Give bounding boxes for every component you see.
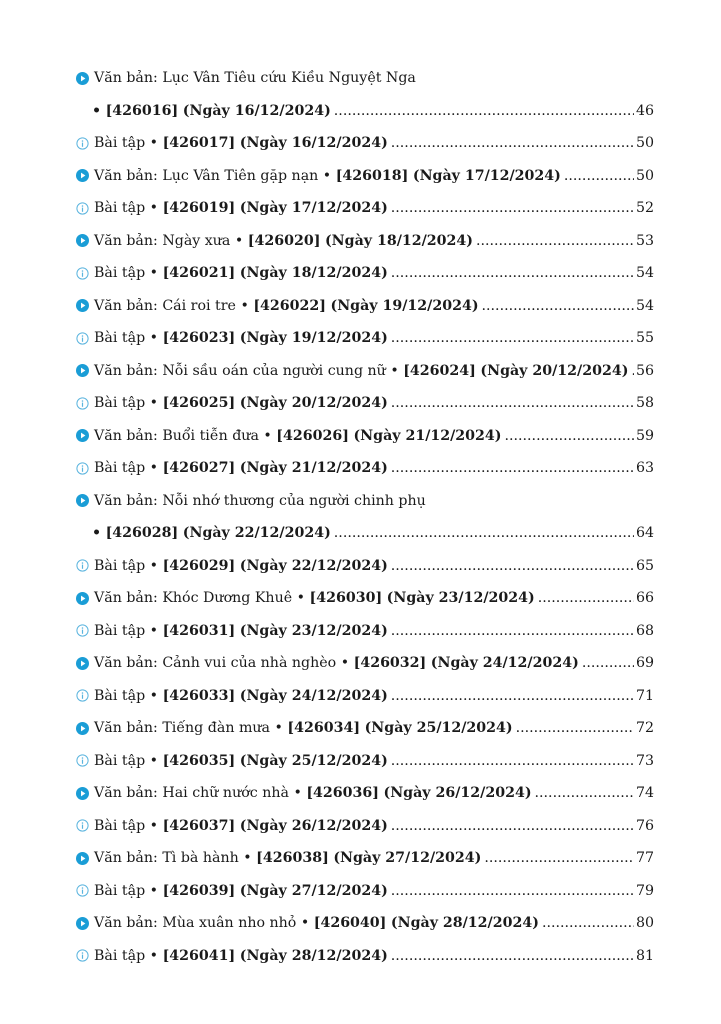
entry-code: [426021] xyxy=(162,265,236,282)
entry-code: [426041] xyxy=(162,947,236,964)
entry-label: Văn bản: Mùa xuân nho nhỏ • xyxy=(94,915,310,932)
toc-entry[interactable] xyxy=(76,127,654,160)
entry-date: (Ngày 23/12/2024) xyxy=(239,622,388,639)
toc-entry[interactable] xyxy=(76,842,654,875)
entry-date: (Ngày 19/12/2024) xyxy=(239,330,388,347)
entry-label: Bài tập • xyxy=(94,460,159,477)
entry-title xyxy=(94,70,416,86)
play-circle-icon xyxy=(76,72,89,85)
info-icon xyxy=(76,202,89,215)
page-number: 53 xyxy=(635,232,654,249)
entry-date: (Ngày 26/12/2024) xyxy=(383,785,532,802)
entry-date: (Ngày 26/12/2024) xyxy=(239,817,388,834)
play-circle-icon xyxy=(76,592,89,605)
entry-label: Bài tập • xyxy=(94,687,159,704)
entry-label: Bài tập • xyxy=(94,817,159,834)
dot-leader xyxy=(476,233,634,247)
page-number: 68 xyxy=(635,622,654,639)
play-circle-icon xyxy=(76,917,89,930)
entry-code: [426019] xyxy=(162,200,236,217)
page-number: 74 xyxy=(635,785,654,802)
dot-leader xyxy=(538,590,634,604)
dot-leader xyxy=(391,883,634,897)
entry-code: [426027] xyxy=(162,460,236,477)
entry-code: [426032] xyxy=(353,655,427,672)
dot-leader xyxy=(391,688,634,702)
entry-title xyxy=(94,688,388,704)
entry-label: Bài tập • xyxy=(94,330,159,347)
entry-title xyxy=(92,525,331,541)
entry-label: Bài tập • xyxy=(94,882,159,899)
entry-code: [426035] xyxy=(162,752,236,769)
page-number: 54 xyxy=(635,265,654,282)
toc-entry[interactable] xyxy=(76,420,654,453)
entry-label: • xyxy=(92,102,102,119)
play-circle-icon xyxy=(76,657,89,670)
info-icon xyxy=(76,819,89,832)
toc-entry[interactable] xyxy=(76,907,654,940)
entry-title xyxy=(94,915,539,931)
page-number: 58 xyxy=(635,395,654,412)
dot-leader xyxy=(482,298,634,312)
toc-entry[interactable] xyxy=(76,875,654,908)
entry-code: [426017] xyxy=(162,135,236,152)
entry-code: [426024] xyxy=(403,362,476,379)
entry-title xyxy=(94,590,535,606)
page-number: 54 xyxy=(635,297,654,314)
table-of-contents xyxy=(76,62,654,972)
entry-title xyxy=(94,428,502,444)
entry-label: Bài tập • xyxy=(94,135,159,152)
entry-title xyxy=(94,265,388,281)
entry-title xyxy=(94,395,388,411)
dot-leader xyxy=(582,655,634,669)
page-number: 80 xyxy=(635,915,654,932)
page-number: 69 xyxy=(635,655,654,672)
entry-date: (Ngày 18/12/2024) xyxy=(324,232,473,249)
page-number: 71 xyxy=(635,687,654,704)
toc-entry[interactable] xyxy=(76,95,654,128)
play-circle-icon xyxy=(76,722,89,735)
entry-date: (Ngày 23/12/2024) xyxy=(386,590,535,607)
entry-label: Văn bản: Khóc Dương Khuê • xyxy=(94,590,305,607)
page-number: 46 xyxy=(635,102,654,119)
entry-date: (Ngày 16/12/2024) xyxy=(182,102,331,119)
page-number: 52 xyxy=(635,200,654,217)
entry-date: (Ngày 16/12/2024) xyxy=(239,135,388,152)
entry-title xyxy=(94,330,388,346)
entry-title xyxy=(94,753,388,769)
dot-leader xyxy=(391,623,634,637)
toc-entry[interactable] xyxy=(76,940,654,973)
toc-entry[interactable] xyxy=(76,290,654,323)
entry-date: (Ngày 24/12/2024) xyxy=(430,655,579,672)
entry-date: (Ngày 17/12/2024) xyxy=(239,200,388,217)
entry-title xyxy=(94,558,388,574)
entry-code: [426023] xyxy=(162,330,236,347)
dot-leader xyxy=(535,785,634,799)
toc-entry[interactable] xyxy=(76,712,654,745)
info-icon xyxy=(76,267,89,280)
page-number: 50 xyxy=(635,135,654,152)
play-circle-icon xyxy=(76,299,89,312)
dot-leader xyxy=(564,168,634,182)
page-number: 81 xyxy=(635,947,654,964)
entry-code: [426039] xyxy=(162,882,236,899)
play-circle-icon xyxy=(76,494,89,507)
entry-code: [426040] xyxy=(313,915,387,932)
toc-entry[interactable] xyxy=(76,257,654,290)
toc-entry[interactable] xyxy=(76,647,654,680)
entry-code: [426034] xyxy=(287,720,361,737)
entry-title xyxy=(94,460,388,476)
info-icon xyxy=(76,397,89,410)
dot-leader xyxy=(391,135,634,149)
entry-date: (Ngày 20/12/2024) xyxy=(239,395,388,412)
toc-entry[interactable] xyxy=(76,485,654,518)
entry-date: (Ngày 21/12/2024) xyxy=(353,427,502,444)
entry-date: (Ngày 20/12/2024) xyxy=(480,362,629,379)
entry-code: [426026] xyxy=(276,427,349,444)
toc-entry[interactable] xyxy=(76,810,654,843)
toc-entry[interactable] xyxy=(76,745,654,778)
page-number: 79 xyxy=(635,882,654,899)
entry-label: Bài tập • xyxy=(94,557,159,574)
entry-label: Bài tập • xyxy=(94,265,159,282)
entry-label: Bài tập • xyxy=(94,395,159,412)
page-number: 50 xyxy=(635,167,654,184)
dot-leader xyxy=(391,265,634,279)
toc-entry[interactable] xyxy=(76,582,654,615)
info-icon xyxy=(76,884,89,897)
page-number: 63 xyxy=(635,460,654,477)
dot-leader xyxy=(484,850,634,864)
play-circle-icon xyxy=(76,364,89,377)
entry-label: Văn bản: Tiếng đàn mưa • xyxy=(94,720,283,737)
play-circle-icon xyxy=(76,169,89,182)
entry-label: Văn bản: Buổi tiễn đưa • xyxy=(94,427,272,444)
entry-code: [426028] xyxy=(105,525,179,542)
toc-entry[interactable] xyxy=(76,517,654,550)
entry-title xyxy=(94,493,426,509)
entry-code: [426018] xyxy=(335,167,409,184)
entry-date: (Ngày 25/12/2024) xyxy=(364,720,513,737)
page-number: 55 xyxy=(635,330,654,347)
entry-date: (Ngày 24/12/2024) xyxy=(239,687,388,704)
entry-code: [426033] xyxy=(162,687,236,704)
entry-code: [426038] xyxy=(256,850,329,867)
entry-title xyxy=(94,298,479,314)
dot-leader xyxy=(391,753,634,767)
info-icon xyxy=(76,949,89,962)
dot-leader xyxy=(391,200,634,214)
dot-leader xyxy=(631,363,634,377)
entry-code: [426020] xyxy=(247,232,321,249)
entry-label: Văn bản: Nỗi nhớ thương của người chinh phụ xyxy=(94,492,426,509)
dot-leader xyxy=(391,948,634,962)
entry-title xyxy=(94,883,388,899)
dot-leader xyxy=(391,395,634,409)
entry-date: (Ngày 17/12/2024) xyxy=(412,167,561,184)
play-circle-icon xyxy=(76,852,89,865)
entry-code: [426037] xyxy=(162,817,236,834)
info-icon xyxy=(76,689,89,702)
dot-leader xyxy=(516,720,634,734)
entry-label: Văn bản: Nỗi sầu oán của người cung nữ • xyxy=(94,362,399,379)
entry-title xyxy=(94,233,473,249)
page-number: 56 xyxy=(635,362,654,379)
entry-label: Bài tập • xyxy=(94,200,159,217)
info-icon xyxy=(76,559,89,572)
entry-label: • xyxy=(92,525,102,542)
info-icon xyxy=(76,462,89,475)
info-icon xyxy=(76,332,89,345)
entry-code: [426022] xyxy=(253,297,326,314)
page-number: 59 xyxy=(635,427,654,444)
entry-label: Văn bản: Hai chữ nước nhà • xyxy=(94,785,302,802)
entry-date: (Ngày 22/12/2024) xyxy=(182,525,331,542)
dot-leader xyxy=(505,428,634,442)
entry-date: (Ngày 27/12/2024) xyxy=(333,850,482,867)
toc-entry[interactable] xyxy=(76,777,654,810)
play-circle-icon xyxy=(76,234,89,247)
toc-entry[interactable] xyxy=(76,452,654,485)
entry-date: (Ngày 28/12/2024) xyxy=(239,947,388,964)
dot-leader xyxy=(391,558,634,572)
entry-code: [426030] xyxy=(309,590,383,607)
entry-title xyxy=(94,623,388,639)
dot-leader xyxy=(391,818,634,832)
page-number: 76 xyxy=(635,817,654,834)
entry-label: Bài tập • xyxy=(94,752,159,769)
entry-date: (Ngày 25/12/2024) xyxy=(239,752,388,769)
dot-leader xyxy=(391,460,634,474)
entry-title xyxy=(94,200,388,216)
entry-label: Văn bản: Cái roi tre • xyxy=(94,297,249,314)
dot-leader xyxy=(542,915,634,929)
play-circle-icon xyxy=(76,429,89,442)
entry-code: [426016] xyxy=(105,102,179,119)
toc-entry[interactable] xyxy=(76,62,654,95)
entry-title xyxy=(94,168,561,184)
toc-entry[interactable] xyxy=(76,192,654,225)
entry-title xyxy=(94,818,388,834)
entry-title xyxy=(94,720,513,736)
entry-date: (Ngày 19/12/2024) xyxy=(330,297,479,314)
info-icon xyxy=(76,754,89,767)
page-number: 73 xyxy=(635,752,654,769)
play-circle-icon xyxy=(76,787,89,800)
info-icon xyxy=(76,137,89,150)
entry-label: Văn bản: Ngày xưa • xyxy=(94,232,244,249)
entry-date: (Ngày 18/12/2024) xyxy=(239,265,388,282)
entry-title xyxy=(94,850,481,866)
toc-entry[interactable] xyxy=(76,615,654,648)
dot-leader xyxy=(334,525,634,539)
entry-code: [426029] xyxy=(162,557,236,574)
entry-label: Bài tập • xyxy=(94,622,159,639)
entry-code: [426025] xyxy=(162,395,236,412)
toc-entry[interactable] xyxy=(76,160,654,193)
entry-code: [426036] xyxy=(306,785,379,802)
toc-entry[interactable] xyxy=(76,680,654,713)
entry-date: (Ngày 22/12/2024) xyxy=(239,557,388,574)
entry-label: Văn bản: Lục Vân Tiên gặp nạn • xyxy=(94,167,332,184)
toc-entry[interactable] xyxy=(76,322,654,355)
entry-title xyxy=(94,655,579,671)
entry-label: Bài tập • xyxy=(94,947,159,964)
entry-code: [426031] xyxy=(162,622,236,639)
entry-title xyxy=(94,135,388,151)
info-icon xyxy=(76,624,89,637)
entry-title xyxy=(94,948,388,964)
entry-date: (Ngày 21/12/2024) xyxy=(239,460,388,477)
page-number: 64 xyxy=(635,525,654,542)
toc-entry[interactable] xyxy=(76,355,654,388)
page-number: 66 xyxy=(635,590,654,607)
entry-title xyxy=(94,363,628,379)
entry-title xyxy=(92,103,331,119)
toc-entry[interactable] xyxy=(76,225,654,258)
entry-date: (Ngày 28/12/2024) xyxy=(390,915,539,932)
entry-label: Văn bản: Tì bà hành • xyxy=(94,850,252,867)
toc-entry[interactable] xyxy=(76,387,654,420)
entry-label: Văn bản: Cảnh vui của nhà nghèo • xyxy=(94,655,350,672)
entry-label: Văn bản: Lục Vân Tiêu cứu Kiều Nguyệt Nga xyxy=(94,70,416,87)
page-number: 72 xyxy=(635,720,654,737)
page-number: 65 xyxy=(635,557,654,574)
entry-date: (Ngày 27/12/2024) xyxy=(239,882,388,899)
page-number: 77 xyxy=(635,850,654,867)
dot-leader xyxy=(391,330,634,344)
dot-leader xyxy=(334,103,634,117)
toc-entry[interactable] xyxy=(76,550,654,583)
entry-title xyxy=(94,785,532,801)
